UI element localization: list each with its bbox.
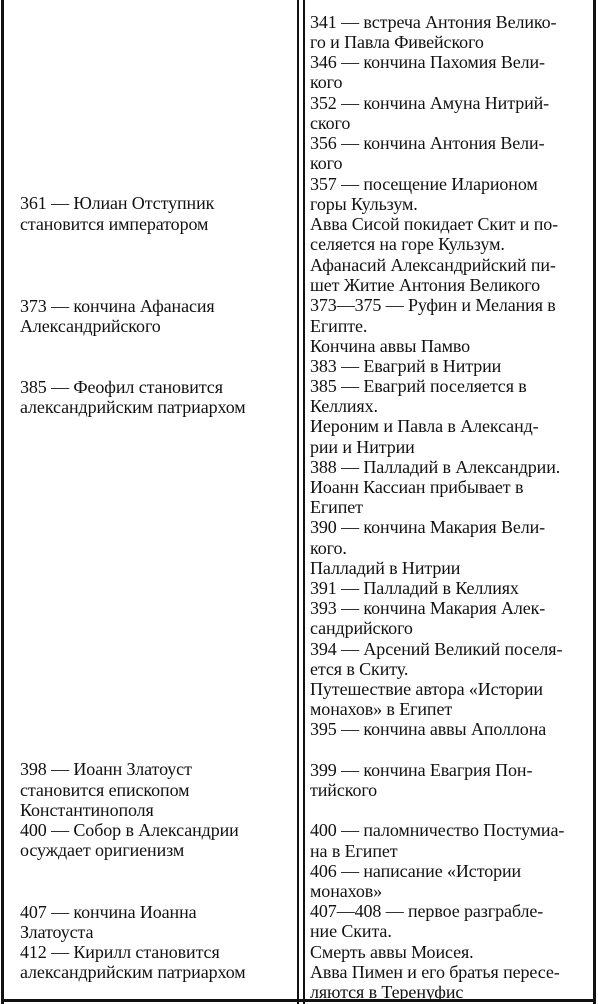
table-left-border — [1, 0, 4, 1004]
text-line: 393 — кончина Макария Алек- — [310, 598, 546, 618]
text-line: 357 — посещение Иларионом — [310, 174, 538, 194]
text-line: 391 — Палладий в Келлиях — [310, 578, 519, 598]
text-line: 385 — Феофил становится — [20, 377, 223, 397]
text-line: 373—375 — Руфин и Мелания в — [310, 295, 556, 315]
text-line: кого. — [310, 538, 347, 558]
text-line: Палладий в Нитрии — [310, 558, 461, 578]
text-line: Смерть аввы Моисея. — [310, 942, 474, 962]
text-line: селяется на горе Кульзум. — [310, 234, 505, 254]
text-line: 341 — встреча Антония Велико- — [310, 12, 557, 32]
text-line: Авва Сисой покидает Скит и по- — [310, 214, 559, 234]
text-line: становится епископом — [20, 780, 190, 800]
text-line: 383 — Евагрий в Нитрии — [310, 356, 502, 376]
text-line: сандрийского — [310, 618, 413, 638]
text-line: 400 — паломничество Постумиа- — [310, 820, 565, 840]
text-line: Иероним и Павла в Александ- — [310, 416, 539, 436]
text-line: становится императором — [20, 214, 209, 234]
text-line: 399 — кончина Евагрия Пон- — [310, 760, 533, 780]
text-line: шет Житие Антония Великого — [310, 275, 541, 295]
text-line: Путешествие автора «Истории — [310, 679, 543, 699]
text-line: 400 — Собор в Александрии — [20, 820, 239, 840]
text-line: ляются в Теренуфис — [310, 982, 464, 1002]
text-line: кого — [310, 153, 343, 173]
text-line: александрийским патриархом — [20, 962, 246, 982]
text-line: 385 — Евагрий поселяется в — [310, 376, 527, 396]
text-line: Златоуста — [20, 922, 94, 942]
text-line: 394 — Арсений Великий поселя- — [310, 639, 563, 659]
text-line: 352 — кончина Амуна Нитрий- — [310, 93, 550, 113]
text-line: Александрийского — [20, 316, 161, 336]
text-line: монахов» — [310, 881, 383, 901]
text-line: 407—408 — первое разграбле- — [310, 901, 544, 921]
column-divider-left-rule — [297, 0, 299, 1004]
text-line: го и Павла Фивейского — [310, 32, 484, 52]
text-line: осуждает оригиенизм — [20, 840, 185, 860]
text-line: Келлиях. — [310, 396, 378, 416]
text-line: кого — [310, 72, 343, 92]
text-line: 395 — кончина аввы Аполлона — [310, 719, 547, 739]
text-line: 412 — Кирилл становится — [20, 942, 220, 962]
text-line: Афанасий Александрийский пи- — [310, 255, 556, 275]
text-line: горы Кульзум. — [310, 194, 418, 214]
text-line: 407 — кончина Иоанна — [20, 902, 197, 922]
text-line: Константинополя — [20, 800, 154, 820]
text-line: на в Египет — [310, 841, 398, 861]
text-line: Авва Пимен и его братья пересе- — [310, 962, 560, 982]
text-line: Иоанн Кассиан прибывает в — [310, 477, 524, 497]
text-line: Египет — [310, 497, 363, 517]
text-line: александрийским патриархом — [20, 397, 246, 417]
text-line: рии и Нитрии — [310, 437, 415, 457]
text-line: 406 — написание «Истории — [310, 861, 522, 881]
text-line: тийского — [310, 780, 378, 800]
text-line: 346 — кончина Пахомия Вели- — [310, 52, 545, 72]
text-line: Кончина аввы Памво — [310, 336, 471, 356]
text-line: 361 — Юлиан Отступник — [20, 193, 215, 213]
text-line: 356 — кончина Антония Вели- — [310, 133, 545, 153]
text-line: ние Скита. — [310, 921, 392, 941]
column-divider-right-rule — [303, 0, 305, 1004]
text-line: ется в Скиту. — [310, 659, 409, 679]
text-line: 398 — Иоанн Златоуст — [20, 759, 192, 779]
text-line: Египте. — [310, 316, 368, 336]
text-line: 390 — кончина Макария Вели- — [310, 517, 546, 537]
text-line: 373 — кончина Афанасия — [20, 296, 215, 316]
text-line: монахов» в Египет — [310, 699, 453, 719]
text-line: ского — [310, 113, 351, 133]
table-right-border — [593, 0, 596, 1004]
text-line: 388 — Палладий в Александрии. — [310, 457, 561, 477]
